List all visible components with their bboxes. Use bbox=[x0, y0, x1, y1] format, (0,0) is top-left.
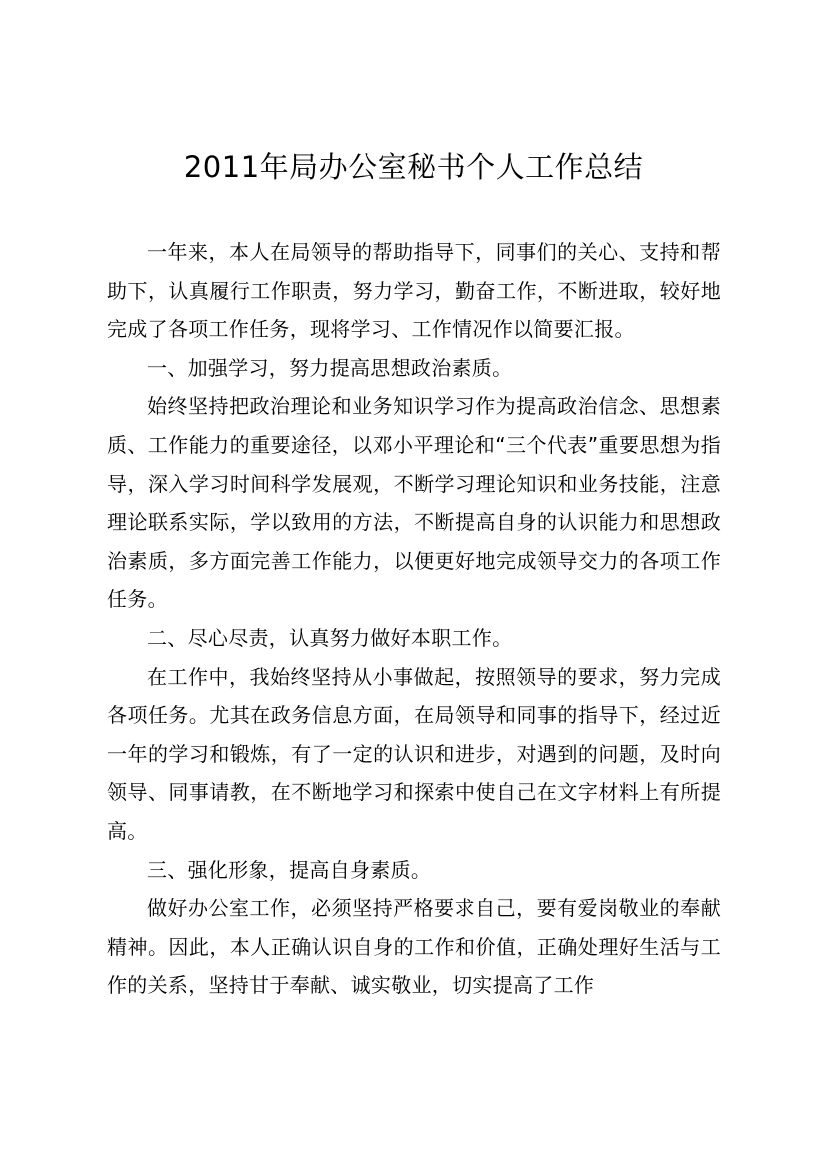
paragraph-intro: 一年来，本人在局领导的帮助指导下，同事们的关心、支持和帮助下，认真履行工作职责，努力学习，勤奋工作，不断进取，较好地完成了各项工作任务，现将学习、工作情况作以简要汇报。 bbox=[107, 240, 721, 342]
document-title: 2011年局办公室秘书个人工作总结 bbox=[183, 150, 644, 184]
document-body bbox=[107, 233, 721, 1005]
paragraph-image: 做好办公室工作，必须坚持严格要求自己，要有爱岗敬业的奉献精神。因此，本人正确认识自身的工作和价值，正确处理好生活与工作的关系，坚持甘于奉献、诚实敬业，切实提高了工作 bbox=[107, 896, 721, 998]
section-heading-2: 二、尽心尽责，认真努力做好本职工作。 bbox=[147, 625, 513, 650]
paragraph-study: 始终坚持把政治理论和业务知识学习作为提高政治信念、思想素质、工作能力的重要途径，以邓小平理论和“三个代表”重要思想为指导，深入学习时间科学发展观，不断学习理论知识和业务技能，注意理论联系实际，学以致用的方法，不断提高自身的认识能力和思想政治素质，多方面完善工作能力，以便更好地完成领导交力的各项工作任务。 bbox=[107, 394, 721, 612]
paragraph-work: 在工作中，我始终坚持从小事做起，按照领导的要求，努力完成各项任务。尤其在政务信息方面，在局领导和同事的指导下，经过近一年的学习和锻炼，有了一定的认识和进步，对遇到的问题，及时向领导、同事请教，在不断地学习和探索中使自己在文字材料上有所提高。 bbox=[107, 664, 721, 843]
section-heading-3: 三、强化形象，提高自身素质。 bbox=[147, 857, 432, 882]
section-heading-1: 一、加强学习，努力提高思想政治素质。 bbox=[147, 355, 513, 380]
